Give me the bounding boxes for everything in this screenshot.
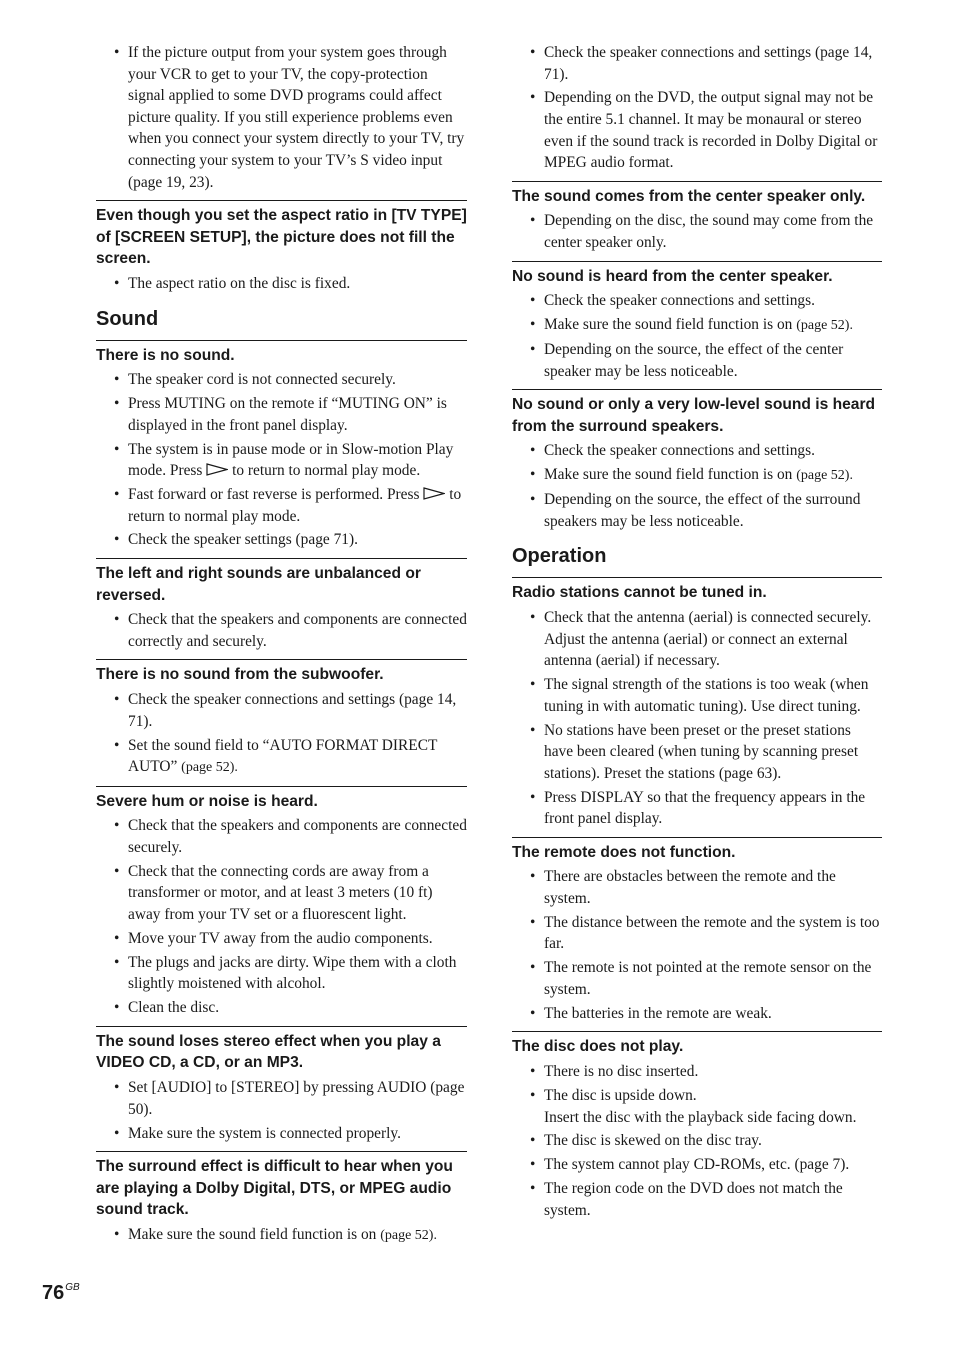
bullet: • bbox=[530, 316, 536, 334]
surround-effect-list bbox=[96, 1224, 467, 1247]
intro-list-right bbox=[512, 42, 882, 174]
list-item: • The signal strength of the stations is too weak (when tuning in with automatic tuning). Use direct tuning. bbox=[530, 676, 869, 715]
bullet: • bbox=[530, 341, 536, 359]
remote-list bbox=[512, 866, 882, 1024]
list-item: • Check the speaker connections and settings. bbox=[512, 290, 882, 312]
unbalanced-list bbox=[96, 609, 467, 652]
list-item: • Press MUTING on the remote if “MUTING ON” is displayed in the front panel display. bbox=[114, 395, 447, 434]
bullet: • bbox=[114, 999, 120, 1017]
bullet: • bbox=[530, 491, 536, 509]
problem-heading-hum: Severe hum or noise is heard. bbox=[96, 786, 467, 813]
bullet: • bbox=[530, 1086, 536, 1104]
section-title-sound: Sound bbox=[96, 307, 159, 330]
problem-heading-surround-low: No sound or only a very low-level sound is heard from the surround speakers. bbox=[512, 389, 882, 437]
list-item: • Press DISPLAY so that the frequency appears in the front panel display. bbox=[530, 788, 866, 828]
list-item: • Check that the speakers and components are connected securely. bbox=[114, 817, 467, 856]
list-item: • The region code on the DVD does not match the system. bbox=[530, 1180, 843, 1219]
no-center-list bbox=[512, 290, 882, 382]
list-item: • The batteries in the remote are weak. bbox=[512, 1003, 882, 1025]
list-item: • The system cannot play CD-ROMs, etc. (page 7). bbox=[512, 1154, 882, 1176]
bullet: • bbox=[114, 485, 120, 503]
problem-heading-stereo: The sound loses stereo effect when you play a VIDEO CD, a CD, or an MP3. bbox=[96, 1026, 467, 1074]
list-item: • Make sure the sound field function is on (page 52). bbox=[512, 314, 882, 337]
bullet: • bbox=[114, 1124, 120, 1142]
left-column bbox=[96, 42, 467, 1249]
problem-heading-surround-effect: The surround effect is difficult to hear when you are playing a Dolby Digital, DTS, or MPEG audio sound track. bbox=[96, 1151, 467, 1221]
bullet: • bbox=[114, 1225, 120, 1243]
section-title-operation: Operation bbox=[512, 545, 607, 568]
bullet: • bbox=[530, 721, 536, 739]
bullet: • bbox=[114, 736, 120, 754]
bullet: • bbox=[114, 817, 120, 835]
bullet: • bbox=[530, 442, 536, 460]
bullet: • bbox=[114, 44, 120, 61]
bullet: • bbox=[530, 1156, 536, 1174]
list-item: • Check that the speakers and components are connected correctly and securely. bbox=[114, 611, 467, 650]
problem-heading-unbalanced: The left and right sounds are unbalanced or reversed. bbox=[96, 558, 467, 606]
stereo-list bbox=[96, 1077, 467, 1144]
list-item: • There is no disc inserted. bbox=[512, 1061, 882, 1083]
play-button-icon bbox=[423, 487, 445, 500]
list-item: • Make sure the sound field function is on (page 52). bbox=[512, 464, 882, 487]
bullet: • bbox=[114, 531, 120, 549]
list-item: • Check the speaker settings (page 71). bbox=[96, 529, 467, 551]
list-item: • The disc is upside down. Insert the disc with the playback side facing down. bbox=[530, 1086, 857, 1126]
intro-list-left bbox=[96, 42, 467, 193]
list-item: • No stations have been preset or the preset stations have been cleared (when tuning by scanning preset stations). Preset the stations (page 63). bbox=[530, 721, 859, 782]
bullet: • bbox=[114, 440, 120, 458]
bullet: • bbox=[114, 274, 120, 292]
play-button-icon bbox=[206, 463, 228, 476]
list-item: • Check the speaker connections and settings (page 14, 71). bbox=[114, 691, 457, 730]
list-item: • Set [AUDIO] to [STEREO] by pressing AUDIO (page 50). bbox=[114, 1079, 465, 1118]
bullet: • bbox=[114, 929, 120, 947]
list-item: • Check that the connecting cords are away from a transformer or motor, and at least 3 meters (10 ft) away from your TV set or a fluorescent light. bbox=[114, 862, 433, 923]
problem-heading-subwoofer: There is no sound from the subwoofer. bbox=[96, 659, 467, 686]
aspect-list bbox=[96, 273, 467, 295]
bullet: • bbox=[530, 466, 536, 484]
bullet: • bbox=[530, 868, 536, 886]
bullet: • bbox=[114, 691, 120, 709]
list-item: • If the picture output from your system goes through your VCR to get to your TV, the copy-protection signal applied to some DVD programs could affect picture quality. If you still experience problems even when you connect your system directly to your TV, try connecting your system to your TV’s S video input (page 19, 23). bbox=[114, 44, 465, 191]
list-item: • Make sure the system is connected properly. bbox=[96, 1123, 467, 1145]
bullet: • bbox=[114, 862, 120, 880]
center-only-list bbox=[512, 210, 882, 253]
bullet: • bbox=[530, 608, 536, 626]
list-item: • Set the sound field to “AUTO FORMAT DIRECT AUTO” (page 52). bbox=[114, 736, 438, 776]
bullet: • bbox=[530, 212, 536, 230]
list-item: • The remote is not pointed at the remote sensor on the system. bbox=[530, 959, 872, 998]
radio-list bbox=[512, 607, 882, 830]
problem-heading-radio: Radio stations cannot be tuned in. bbox=[512, 577, 882, 604]
list-item: • Move your TV away from the audio components. bbox=[96, 928, 467, 950]
list-item: • Depending on the DVD, the output signal may not be the entire 5.1 channel. It may be monaural or stereo even if the sound track is recorded in Dolby Digital or MPEG audio format. bbox=[530, 89, 878, 172]
disc-list bbox=[512, 1061, 882, 1221]
bullet: • bbox=[530, 1132, 536, 1150]
problem-heading-disc: The disc does not play. bbox=[512, 1031, 882, 1058]
bullet: • bbox=[114, 395, 120, 413]
no-sound-list bbox=[96, 369, 467, 551]
list-item: • Check the speaker connections and settings (page 14, 71). bbox=[530, 44, 873, 83]
problem-heading-remote: The remote does not function. bbox=[512, 837, 882, 864]
bullet: • bbox=[114, 953, 120, 971]
list-item: • The distance between the remote and the system is too far. bbox=[530, 913, 880, 953]
bullet: • bbox=[114, 1079, 120, 1097]
bullet: • bbox=[114, 611, 120, 629]
list-item: • Depending on the disc, the sound may come from the center speaker only. bbox=[530, 212, 874, 252]
page-region-suffix: GB bbox=[65, 1282, 80, 1293]
list-item: • Depending on the source, the effect of the surround speakers may be less noticeable. bbox=[530, 491, 861, 530]
right-column bbox=[512, 42, 882, 1224]
problem-heading-no-center: No sound is heard from the center speaker. bbox=[512, 261, 882, 288]
bullet: • bbox=[530, 959, 536, 977]
bullet: • bbox=[114, 371, 120, 389]
hum-list bbox=[96, 815, 467, 1019]
list-item: • The plugs and jacks are dirty. Wipe them with a cloth slightly moistened with alcohol. bbox=[114, 953, 457, 993]
problem-heading-aspect: Even though you set the aspect ratio in [TV TYPE] of [SCREEN SETUP], the picture does not fill the screen. bbox=[96, 200, 467, 270]
problem-heading-no-sound: There is no sound. bbox=[96, 340, 467, 367]
list-item: • The aspect ratio on the disc is fixed. bbox=[96, 273, 467, 295]
list-item: • Fast forward or fast reverse is performed. Press to return to normal play mode. bbox=[114, 485, 462, 525]
bullet: • bbox=[530, 913, 536, 931]
list-item: • The system is in pause mode or in Slow-motion Play mode. Press to return to normal play mode. bbox=[114, 440, 454, 480]
list-item: • Check that the antenna (aerial) is connected securely. Adjust the antenna (aerial) or connect an external antenna (aerial) if necessary. bbox=[530, 608, 872, 670]
bullet: • bbox=[530, 676, 536, 694]
list-item: • The speaker cord is not connected securely. bbox=[96, 369, 467, 391]
list-item: • Depending on the source, the effect of the center speaker may be less noticeable. bbox=[530, 341, 844, 380]
bullet: • bbox=[530, 788, 536, 806]
list-item: • Clean the disc. bbox=[96, 997, 467, 1019]
page-number bbox=[42, 1282, 80, 1305]
bullet: • bbox=[530, 89, 536, 107]
bullet: • bbox=[530, 44, 536, 61]
bullet: • bbox=[530, 1063, 536, 1081]
list-item: • Check the speaker connections and settings. bbox=[512, 440, 882, 462]
problem-heading-center-only: The sound comes from the center speaker only. bbox=[512, 181, 882, 208]
subwoofer-list bbox=[96, 689, 467, 779]
page-number-value: 76 bbox=[42, 1282, 65, 1304]
list-item: • There are obstacles between the remote and the system. bbox=[530, 868, 836, 907]
surround-low-list bbox=[512, 440, 882, 532]
bullet: • bbox=[530, 292, 536, 310]
list-item: • Make sure the sound field function is on (page 52). bbox=[96, 1224, 467, 1247]
bullet: • bbox=[530, 1004, 536, 1022]
list-item: • The disc is skewed on the disc tray. bbox=[512, 1130, 882, 1152]
bullet: • bbox=[530, 1180, 536, 1198]
